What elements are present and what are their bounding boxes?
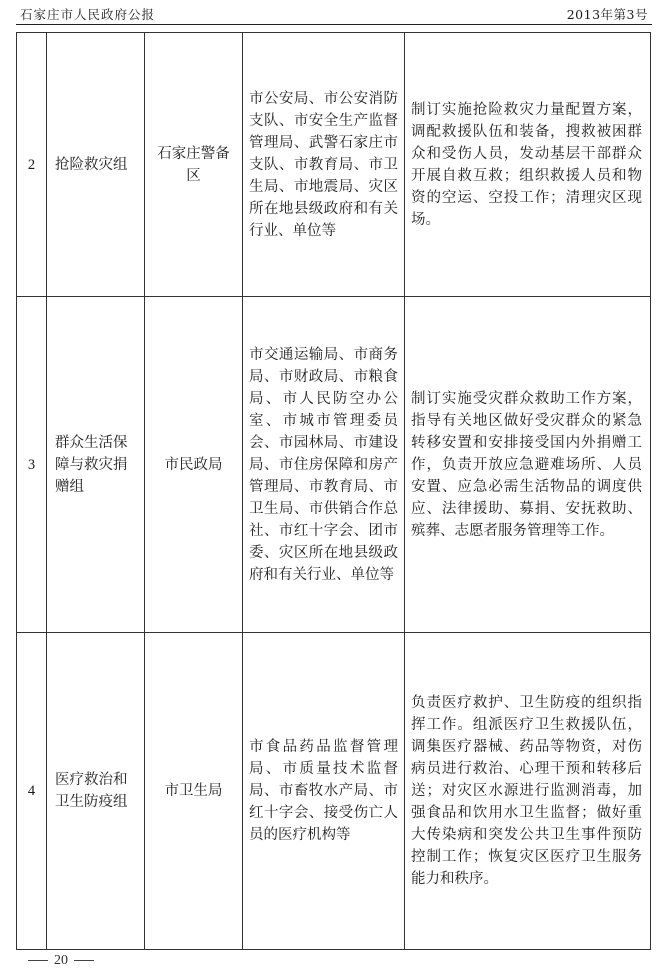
group-name: 抢险救灾组 xyxy=(47,33,145,297)
lead-unit: 市民政局 xyxy=(145,297,243,633)
row-number: 4 xyxy=(17,633,47,950)
group-duties: 制订实施受灾群众救助工作方案，指导有关地区做好受灾群众的紧急转移安置和安排接受国内外捐赠工作，负责开放应急避难场所、人员安置、应急必需生活物品的调度供应、法律援助、募捐、安抚救助、殡葬、志愿者服务管理等工作。 xyxy=(405,297,651,633)
group-name: 群众生活保障与救灾捐赠组 xyxy=(47,297,145,633)
page-footer xyxy=(22,953,100,969)
row-number: 2 xyxy=(17,33,47,297)
page-number: 20 xyxy=(54,953,68,968)
member-units: 市食品药品监督管理局、市质量技术监督局、市畜牧水产局、市红十字会、接受伤亡人员的医疗机构等 xyxy=(243,633,405,950)
row-number: 3 xyxy=(17,297,47,633)
group-duties: 制订实施抢险救灾力量配置方案，调配救援队伍和装备，搜救被困群众和受伤人员，发动基层干部群众开展自救互救；组织救援人员和物资的空运、空投工作；清理灾区现场。 xyxy=(405,33,651,297)
task-assignment-table xyxy=(16,32,651,950)
lead-unit: 市卫生局 xyxy=(145,633,243,950)
table-row xyxy=(17,633,651,950)
member-units: 市交通运输局、市商务局、市财政局、市粮食局、市人民防空办公室、市城市管理委员会、市园林局、市建设局、市住房保障和房产管理局、市教育局、市卫生局、市供销合作总社、市红十字会、团市委、灾区所在地县级政府和有关行业、单位等 xyxy=(243,297,405,633)
footer-dash-right xyxy=(74,960,94,961)
lead-unit: 石家庄警备区 xyxy=(145,33,243,297)
issue-number: 2013年第3号 xyxy=(566,7,648,22)
page-header xyxy=(16,6,652,25)
group-name: 医疗救治和卫生防疫组 xyxy=(47,633,145,950)
member-units: 市公安局、市公安消防支队、市安全生产监督管理局、武警石家庄市支队、市教育局、市卫生局、市地震局、灾区所在地县级政府和有关行业、单位等 xyxy=(243,33,405,297)
publication-title: 石家庄市人民政府公报 xyxy=(20,7,156,22)
group-duties: 负责医疗救护、卫生防疫的组织指挥工作。组派医疗卫生救援队伍，调集医疗器械、药品等物资，对伤病员进行救治、心理干预和转移后送；对灾区水源进行监测消毒，加强食品和饮用水卫生监督；做好重大传染病和突发公共卫生事件预防控制工作；恢复灾区医疗卫生服务能力和秩序。 xyxy=(405,633,651,950)
footer-dash-left xyxy=(28,960,48,961)
table-row xyxy=(17,297,651,633)
table-row xyxy=(17,33,651,297)
